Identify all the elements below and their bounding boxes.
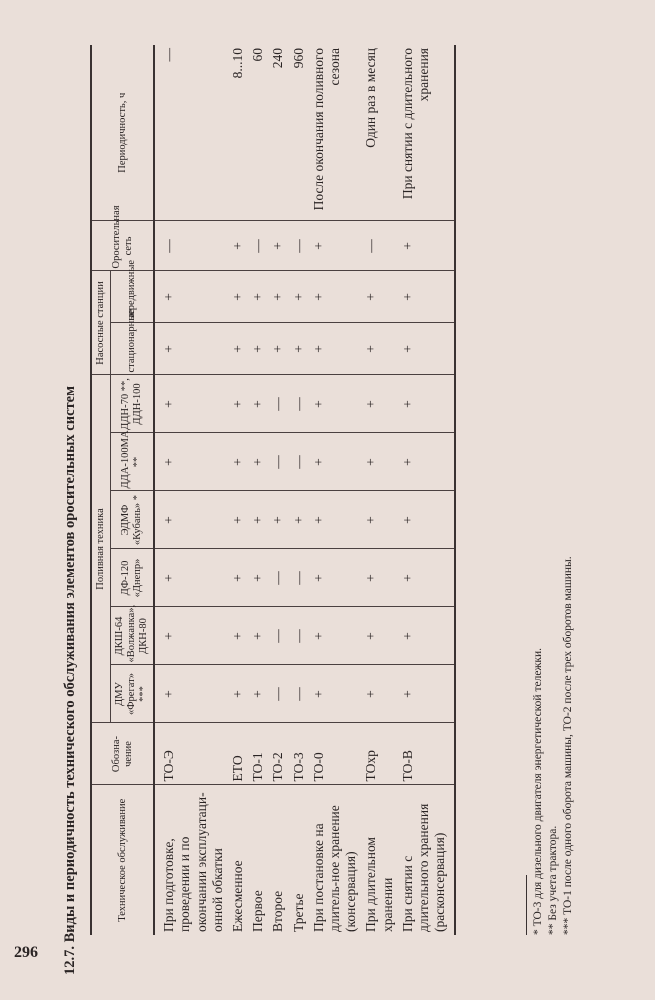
mark-cell: + (268, 491, 288, 549)
table-row (309, 45, 362, 935)
mark-cell: + (228, 433, 248, 491)
header-field-equipment: Поливная техника (91, 375, 111, 723)
footnotes (526, 556, 576, 935)
footnote-1: * ТО-3 для дизельного двигателя энергетической тележки. (532, 648, 544, 935)
table-row (268, 45, 288, 935)
mark-cell: + (398, 221, 456, 271)
mark-cell: + (248, 375, 268, 433)
mark-cell: — (361, 221, 397, 271)
mark-cell: + (361, 549, 397, 607)
period-cell: 8...10 (228, 45, 248, 221)
header-code: Обозна- чение (91, 723, 154, 785)
mark-cell: + (228, 375, 248, 433)
mark-cell: + (361, 665, 397, 723)
mark-cell: + (248, 491, 268, 549)
header-col-stationary: стационарные (111, 323, 155, 375)
mark-cell: + (248, 665, 268, 723)
code-cell: ТО-0 (309, 723, 362, 785)
mark-cell: + (309, 221, 362, 271)
table-row (361, 45, 397, 935)
service-cell: При снятии с длительного хранения (расконсервация) (398, 785, 456, 935)
table-row (154, 45, 228, 935)
mark-cell: + (361, 271, 397, 323)
code-cell: ЕТО (228, 723, 248, 785)
service-cell: При постановке на длитель-ное хранение (консервация) (309, 785, 362, 935)
period-cell: Один раз в месяц (361, 45, 397, 221)
service-cell: При подготовке, проведении и по окончании эксплуатаци-онной обкатки (154, 785, 228, 935)
mark-cell: — (268, 607, 288, 665)
mark-cell: — (268, 375, 288, 433)
table-caption: 12.7. Виды и периодичность технического обслуживания элементов оросительных систем (62, 386, 78, 975)
table-row (398, 45, 456, 935)
mark-cell: + (309, 665, 362, 723)
mark-cell: + (309, 375, 362, 433)
mark-cell: + (154, 375, 228, 433)
table-row (228, 45, 248, 935)
table-row (248, 45, 268, 935)
table-body (154, 45, 455, 935)
code-cell: ТО-Э (154, 723, 228, 785)
mark-cell: + (268, 221, 288, 271)
mark-cell: + (398, 433, 456, 491)
mark-cell: — (289, 607, 309, 665)
mark-cell: + (398, 549, 456, 607)
footnote-2: ** Без учета трактора. (546, 825, 559, 935)
mark-cell: + (248, 323, 268, 375)
header-col-fregat: ДМУ «Фрегат» *** (111, 665, 155, 723)
code-cell: ТО-В (398, 723, 456, 785)
mark-cell: + (398, 271, 456, 323)
mark-cell: — (289, 375, 309, 433)
header-col-ddn: ДДН-70 **, ДДН-100 (111, 375, 155, 433)
mark-cell: + (154, 271, 228, 323)
mark-cell: + (154, 665, 228, 723)
mark-cell: + (398, 665, 456, 723)
mark-cell: + (248, 549, 268, 607)
header-period: Периодичность, ч (91, 45, 154, 221)
mark-cell: + (248, 433, 268, 491)
period-cell: При снятии с длительного хранения (398, 45, 456, 221)
mark-cell: — (268, 549, 288, 607)
mark-cell: + (361, 375, 397, 433)
header-service: Техническое обслуживание (91, 785, 154, 935)
mark-cell: + (398, 375, 456, 433)
mark-cell: + (248, 271, 268, 323)
footnote-3: *** ТО-1 после одного оборота машины, ТО-2 после трех оборотов машины. (561, 556, 574, 935)
mark-cell: + (154, 433, 228, 491)
rotated-table-page (18, 15, 638, 975)
maintenance-table (90, 45, 456, 935)
service-cell: Второе (268, 785, 288, 935)
mark-cell: + (309, 271, 362, 323)
code-cell: ТО-3 (289, 723, 309, 785)
service-cell: Ежесменное (228, 785, 248, 935)
mark-cell: + (361, 607, 397, 665)
mark-cell: + (309, 491, 362, 549)
period-cell: 240 (268, 45, 288, 221)
mark-cell: + (228, 221, 248, 271)
mark-cell: + (228, 271, 248, 323)
mark-cell: + (268, 271, 288, 323)
mark-cell: + (228, 607, 248, 665)
header-pump-stations: Насосные станции (91, 271, 111, 375)
mark-cell: — (268, 433, 288, 491)
header-col-kuban: ЭДМФ «Кубань» * (111, 491, 155, 549)
mark-cell: — (268, 665, 288, 723)
service-cell: При длительном хранении (361, 785, 397, 935)
mark-cell: — (154, 221, 228, 271)
mark-cell: — (289, 665, 309, 723)
mark-cell: + (154, 607, 228, 665)
mark-cell: + (361, 433, 397, 491)
mark-cell: + (309, 323, 362, 375)
mark-cell: + (154, 549, 228, 607)
period-cell: После окончания поливного сезона (309, 45, 362, 221)
mark-cell: + (398, 491, 456, 549)
header-col-mobile: передвижные (111, 271, 155, 323)
mark-cell: + (268, 323, 288, 375)
mark-cell: + (154, 323, 228, 375)
mark-cell: + (228, 491, 248, 549)
mark-cell: — (248, 221, 268, 271)
period-cell: 960 (289, 45, 309, 221)
mark-cell: + (228, 323, 248, 375)
service-cell: Третье (289, 785, 309, 935)
mark-cell: — (289, 433, 309, 491)
mark-cell: + (398, 323, 456, 375)
period-cell: — (154, 45, 228, 221)
code-cell: ТО-1 (248, 723, 268, 785)
mark-cell: + (361, 491, 397, 549)
mark-cell: + (309, 607, 362, 665)
footnote-separator (526, 875, 527, 935)
mark-cell: + (309, 433, 362, 491)
header-col-volzhanka: ДКШ-64 «Волжанка», ДКН-80 (111, 607, 155, 665)
mark-cell: — (289, 221, 309, 271)
page-number: 296 (14, 944, 38, 961)
service-cell: Первое (248, 785, 268, 935)
mark-cell: + (228, 549, 248, 607)
mark-cell: + (289, 271, 309, 323)
mark-cell: + (361, 323, 397, 375)
period-cell: 60 (248, 45, 268, 221)
header-col-dda: ДДА-100МА ** (111, 433, 155, 491)
code-cell: ТОхр (361, 723, 397, 785)
mark-cell: + (309, 549, 362, 607)
code-cell: ТО-2 (268, 723, 288, 785)
mark-cell: + (154, 491, 228, 549)
mark-cell: + (248, 607, 268, 665)
header-col-dnepr: ДФ-120 «Днепр» (111, 549, 155, 607)
mark-cell: + (289, 323, 309, 375)
header-irrigation-network: Оросительная сеть (91, 221, 154, 271)
mark-cell: + (398, 607, 456, 665)
mark-cell: — (289, 549, 309, 607)
mark-cell: + (289, 491, 309, 549)
mark-cell: + (228, 665, 248, 723)
table-row (289, 45, 309, 935)
